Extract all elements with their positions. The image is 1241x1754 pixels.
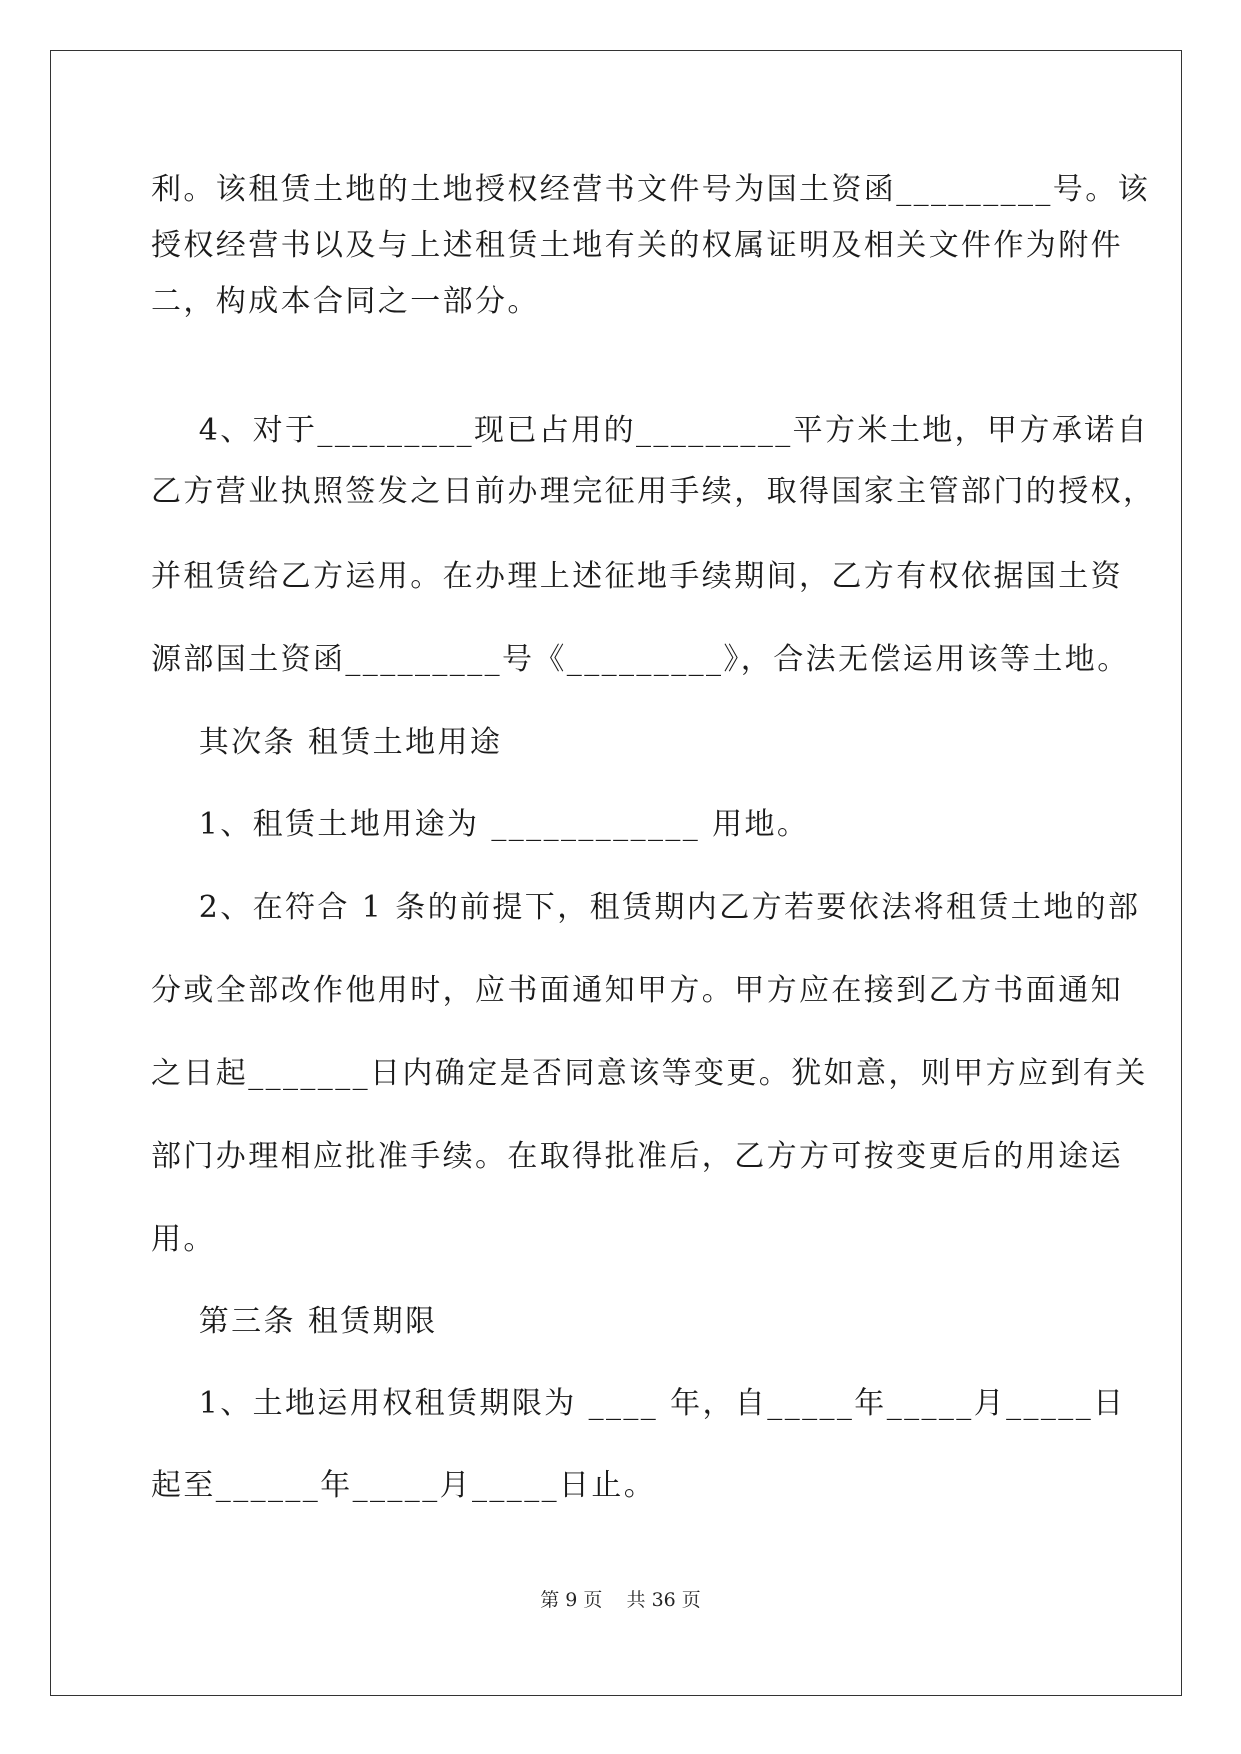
text-line: 二，构成本合同之一部分。 [151,284,540,319]
text-line: 源部国土资函_________号《_________》，合法无偿运用该等土地。 [151,642,1130,677]
page-number: 第 9 页 共 36 页 [540,1589,701,1611]
section-heading: 第三条 租赁期限 [151,1304,438,1339]
text-line: 利。该租赁土地的土地授权经营书文件号为国土资函_________号。该 [151,172,1150,207]
text-line: 之日起_______日内确定是否同意该等变更。犹如意，则甲方应到有关 [151,1056,1148,1091]
text-line: 乙方营业执照签发之日前办理完征用手续，取得国家主管部门的授权， [151,474,1156,509]
text-line: 并租赁给乙方运用。在办理上述征地手续期间，乙方有权依据国土资 [151,559,1123,594]
text-line: 用。 [151,1222,216,1257]
text-line: 4、对于_________现已占用的_________平方米土地，甲方承诺自 [151,413,1150,448]
text-line: 授权经营书以及与上述租赁土地有关的权属证明及相关文件作为附件 [151,228,1123,263]
text-line: 1、土地运用权租赁期限为 ____ 年，自_____年_____月_____日 [151,1386,1126,1421]
text-line: 1、租赁土地用途为 ____________ 用地。 [151,807,810,842]
text-line: 部门办理相应批准手续。在取得批准后，乙方方可按变更后的用途运 [151,1139,1123,1174]
text-line: 分或全部改作他用时，应书面通知甲方。甲方应在接到乙方书面通知 [151,973,1123,1008]
text-line: 起至______年_____月_____日止。 [151,1468,657,1503]
text-line: 2、在符合 1 条的前提下，租赁期内乙方若要依法将租赁土地的部 [151,890,1141,925]
section-heading: 其次条 租赁土地用途 [151,725,503,760]
